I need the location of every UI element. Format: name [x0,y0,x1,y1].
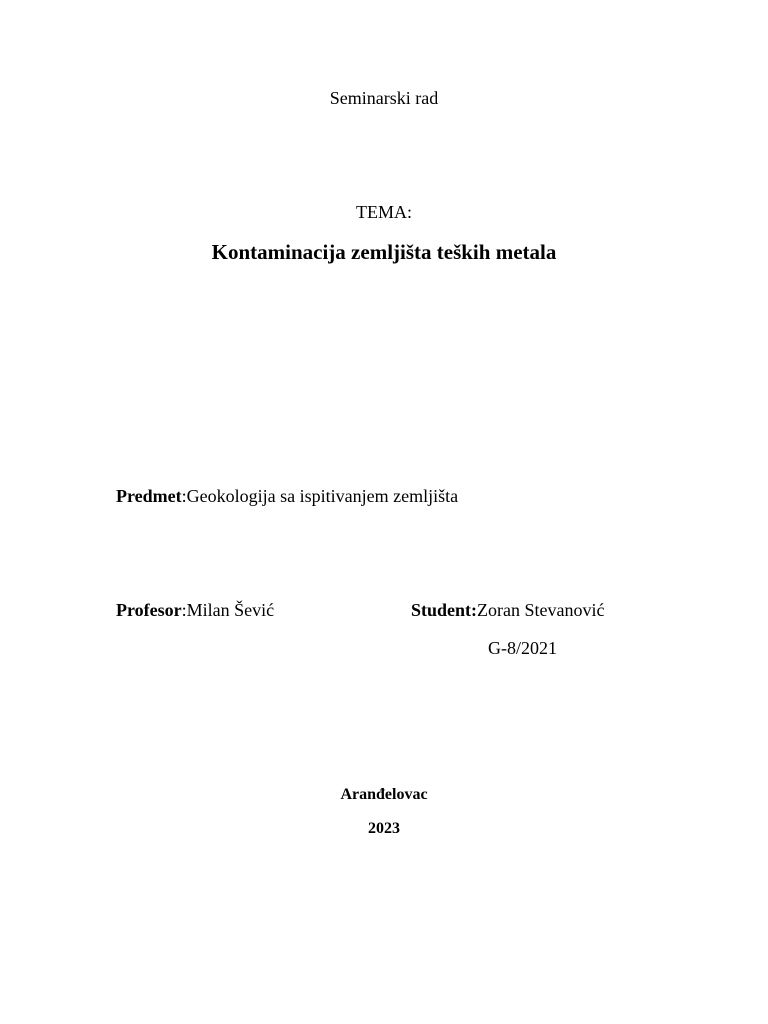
subject-value: :Geokologija sa ispitivanjem zemljišta [181,486,459,506]
student-label: Student: [411,600,478,620]
document-title: Kontaminacija zemljišta teških metala [211,240,557,264]
topic-label: TEMA: [356,202,412,222]
document-type: Seminarski rad [329,88,439,108]
subject-label: Predmet [116,486,182,506]
student-id: G-8/2021 [488,638,557,658]
city: Aranđelovac [340,786,428,803]
subject-line [116,486,458,507]
year: 2023 [368,820,400,837]
professor-line [116,600,274,621]
student-value: Zoran Stevanović [477,600,605,620]
professor-label: Profesor [116,600,182,620]
professor-value: :Milan Šević [181,600,275,620]
student-line [411,600,604,621]
